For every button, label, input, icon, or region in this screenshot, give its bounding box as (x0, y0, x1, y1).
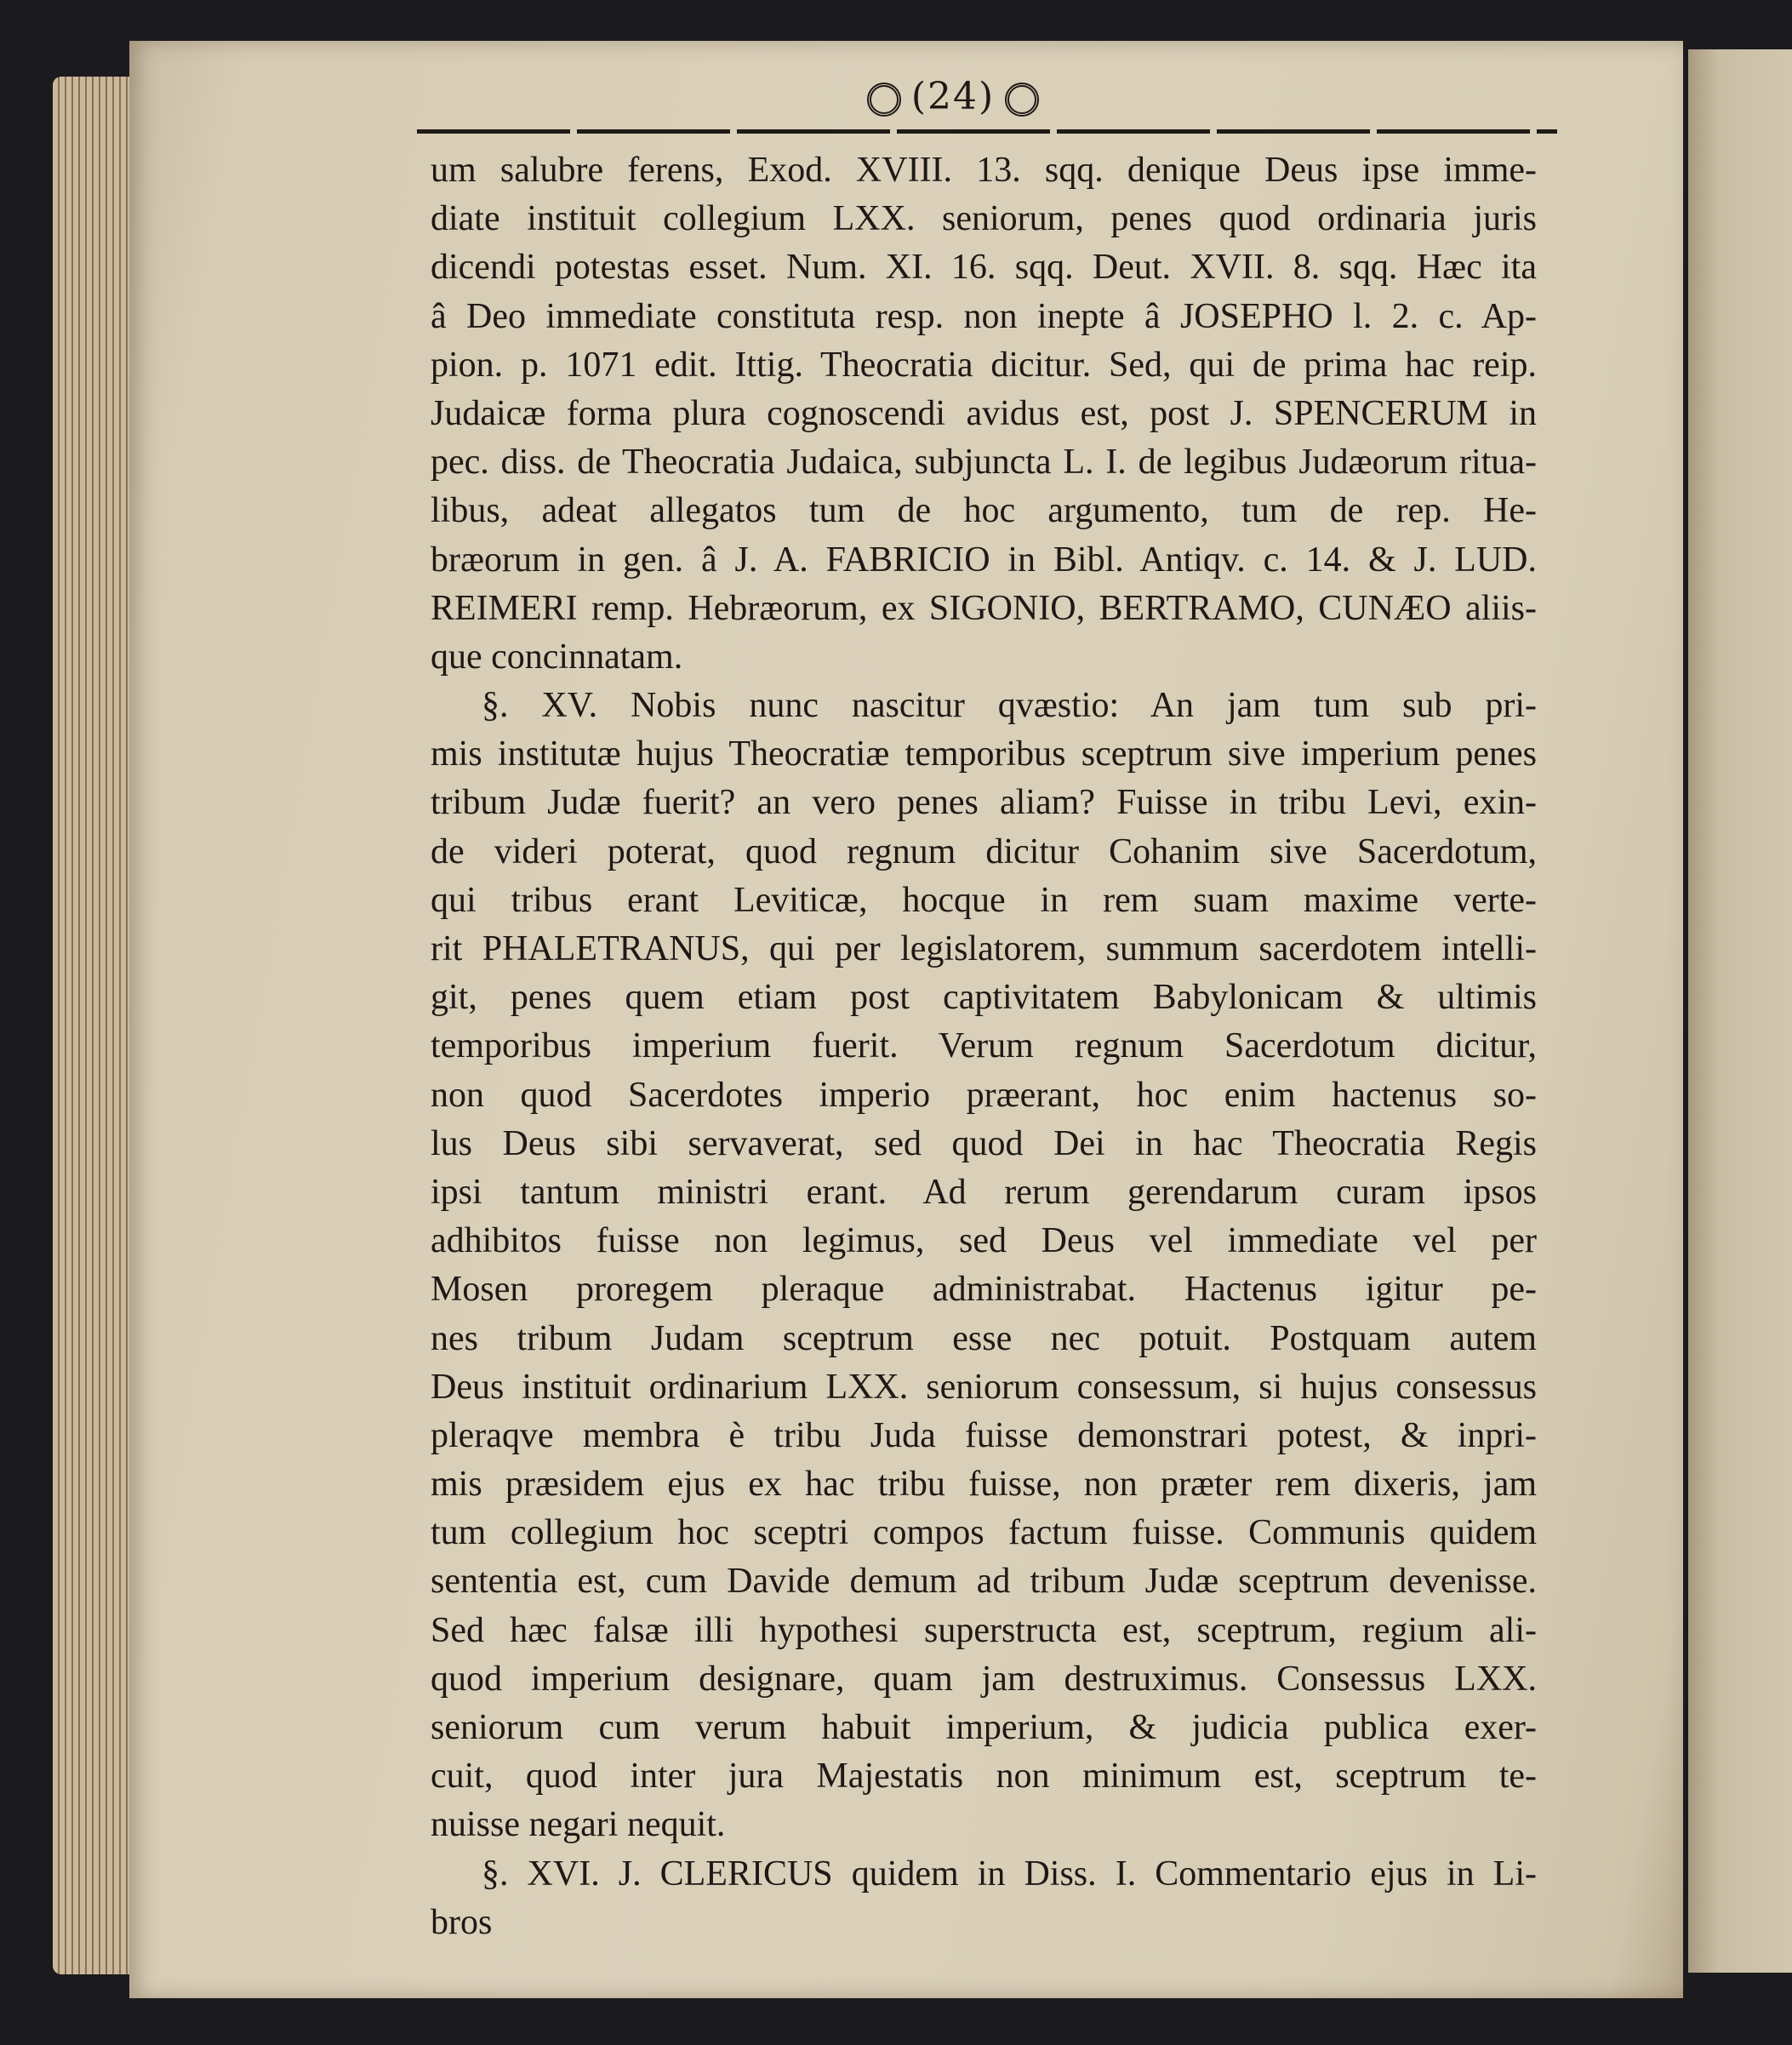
text-line: §. XV. Nobis nunc nascitur qvæstio: An jam tum sub pri- (482, 686, 1537, 726)
text-line: non quod Sacerdotes imperio præerant, hoc enim hactenus so- (431, 1075, 1537, 1115)
text-line: lus Deus sibi servaverat, sed quod Dei in hac Theocratia Regis (431, 1123, 1537, 1163)
text-line: pion. p. 1071 edit. Ittig. Theocratia dicitur. Sed, qui de prima hac reip. (431, 345, 1537, 385)
text-line: seniorum cum verum habuit imperium, & judicia publica exer- (431, 1708, 1537, 1747)
text-line: Sed hæc falsæ illi hypothesi superstructa est, sceptrum, regium ali- (431, 1610, 1537, 1650)
text-line: adhibitos fuisse non legimus, sed Deus vel immediate vel per (431, 1221, 1537, 1261)
text-line: temporibus imperium fuerit. Verum regnum Sacerdotum dicitur, (431, 1026, 1537, 1066)
text-line: qui tribus erant Leviticæ, hocque in rem suam maxime verte- (431, 880, 1537, 920)
text-line: sententia est, cum Davide demum ad tribum Judæ sceptrum devenisse. (431, 1562, 1537, 1602)
text-line: quod imperium designare, quam jam destruximus. Consessus LXX. (431, 1659, 1537, 1699)
ornament-right-icon (1005, 83, 1039, 117)
text-line: cuit, quod inter jura Majestatis non minimum est, sceptrum te- (431, 1757, 1537, 1797)
text-line: §. XVI. J. CLERICUS quidem in Diss. I. Commentario ejus in Li- (482, 1854, 1537, 1894)
page-header (417, 75, 1557, 143)
text-line: REIMERI remp. Hebræorum, ex SIGONIO, BERTRAMO, CUNÆO aliis- (431, 588, 1537, 628)
text-line: bræorum in gen. â J. A. FABRICIO in Bibl. Antiqv. c. 14. & J. LUD. (431, 540, 1537, 580)
text-line: nuisse negari nequit. (431, 1805, 726, 1845)
text-line: nes tribum Judam sceptrum esse nec potuit. Postquam autem (431, 1318, 1537, 1358)
text-line: Mosen proregem pleraque administrabat. Hactenus igitur pe- (431, 1270, 1537, 1310)
body-text (431, 146, 1537, 1947)
text-line: ipsi tantum ministri erant. Ad rerum gerendarum curam ipsos (431, 1172, 1537, 1212)
text-line: rit PHALETRANUS, qui per legislatorem, summum sacerdotem intelli- (431, 929, 1537, 968)
text-line: diate instituit collegium LXX. seniorum, penes quod ordinaria juris (431, 199, 1537, 239)
text-line: que concinnatam. (431, 637, 683, 677)
page-number: (24) (825, 75, 1081, 118)
text-line: Deus instituit ordinarium LXX. seniorum consessum, si hujus consessus (431, 1367, 1537, 1407)
text-line: tribum Judæ fuerit? an vero penes aliam? Fuisse in tribu Levi, exin- (431, 783, 1537, 823)
ornament-left-icon (867, 83, 901, 117)
header-rule (417, 129, 1557, 134)
text-line: git, penes quem etiam post captivitatem Babylonicam & ultimis (431, 978, 1537, 1018)
text-line: tum collegium hoc sceptri compos factum fuisse. Communis quidem (431, 1513, 1537, 1553)
text-line: Judaicæ forma plura cognoscendi avidus est, post J. SPENCERUM in (431, 393, 1537, 433)
text-line: pec. diss. de Theocratia Judaica, subjuncta L. I. de legibus Judæorum ritua- (431, 443, 1537, 483)
text-line: pleraqve membra è tribu Juda fuisse demonstrari potest, & inpri- (431, 1415, 1537, 1455)
text-line: de videri poterat, quod regnum dicitur Cohanim sive Sacerdotum, (431, 831, 1537, 871)
text-line: mis institutæ hujus Theocratiæ temporibus sceptrum sive imperium penes (431, 734, 1537, 774)
facing-page-edge (1688, 49, 1792, 1973)
text-line: bros (431, 1902, 493, 1942)
text-line: â Deo immediate constituta resp. non inepte â JOSEPHO l. 2. c. Ap- (431, 296, 1537, 336)
text-line: dicendi potestas esset. Num. XI. 16. sqq. Deut. XVII. 8. sqq. Hæc ita (431, 248, 1537, 288)
text-line: libus, adeat allegatos tum de hoc argumento, tum de rep. He- (431, 491, 1537, 531)
text-line: um salubre ferens, Exod. XVIII. 13. sqq. denique Deus ipse imme- (431, 151, 1537, 190)
text-line: mis præsidem ejus ex hac tribu fuisse, non præter rem dixeris, jam (431, 1465, 1537, 1505)
